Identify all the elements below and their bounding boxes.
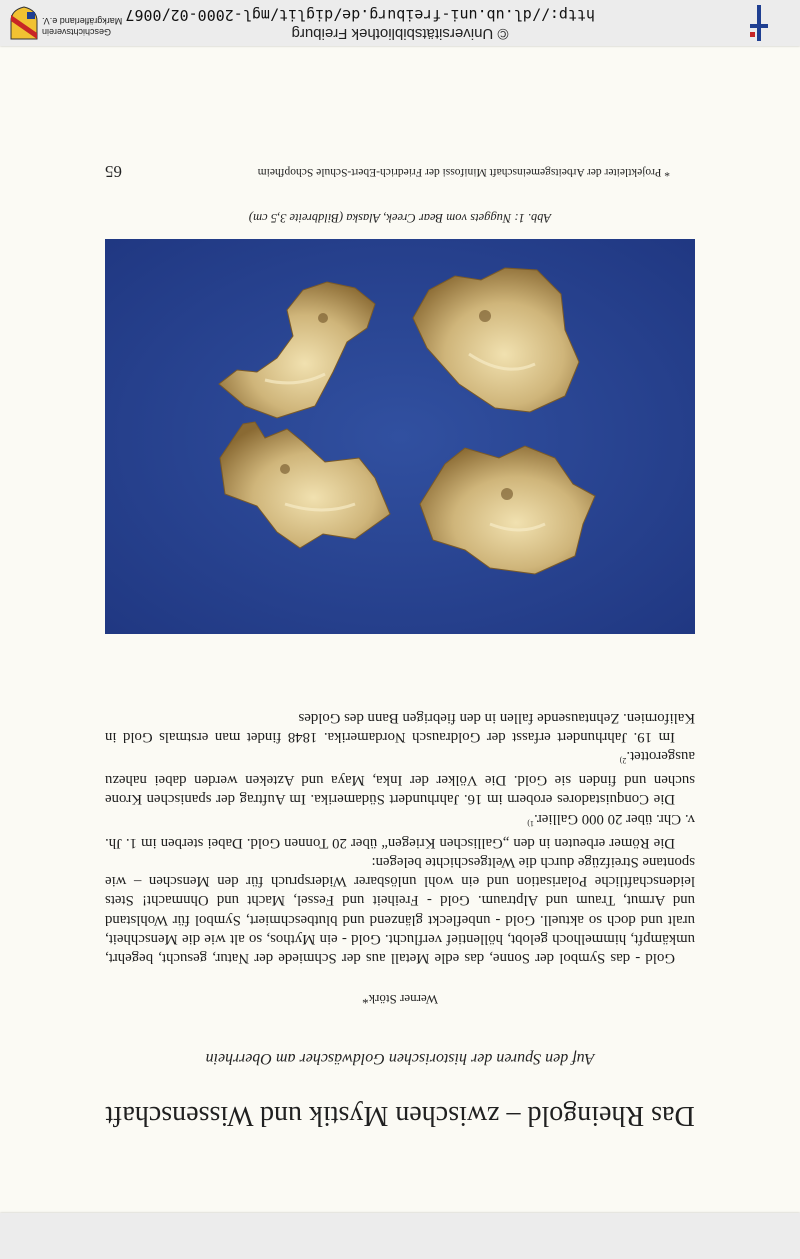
coat-of-arms-icon	[9, 5, 39, 41]
nuggets-photo	[105, 239, 695, 634]
body-paragraph-goldrush: Im 19. Jahrhundert erfasst der Goldrausch Nordamerika. 1848 findet man erstmals Gold in Kalifornien. Zehntausende fallen in den fiebrigen Bann des Goldes	[105, 709, 695, 745]
viewer-bottom-bar	[0, 0, 800, 46]
page-subtitle: Auf den Spuren der historischen Goldwäscher am Oberrhein	[205, 1050, 595, 1067]
society-name	[42, 15, 138, 37]
author-footnote: * Projektleiter der Arbeitsgemeinschaft Minifossi der Friedrich-Ebert-Schule Schopfheim	[257, 166, 670, 178]
library-logo-icon	[750, 5, 768, 41]
library-credit: © Universitätsbibliothek Freiburg	[291, 25, 509, 42]
society-line-1: Geschichtsverein	[42, 27, 112, 37]
nuggets-illustration	[105, 239, 695, 634]
society-line-2: Markgräflerland e.V.	[42, 16, 123, 26]
footnote-ref-2: 2)	[619, 756, 627, 766]
viewer-top-bar	[0, 1213, 800, 1259]
digitization-stamp	[0, 0, 800, 46]
body-paragraph-romans	[105, 808, 695, 851]
page-number: 65	[105, 162, 122, 181]
body-paragraph-intro: Gold - das Symbol der Sonne, das edle Metall aus der Schmiede der Natur, gesucht, begehrt, umkämpft, himmelhoch gelobt, höllentief verflucht. Gold - ein Mythos, so alt wie die Menschheit, uralt und doch so aktuell. Gold - unbefleckt glänzend und blutbeschmiert, Symbol für Wohlstand und Armut, Traum und Alptraum. Gold - Freiheit und Fessel, Macht und Ohnmacht! Stets leidenschaftliche Polarisation und ein wohl unlösbarer Widerspruch für den Menschen – wie spontane Streifzüge durch die Weltgeschichte belegen:	[105, 853, 695, 966]
permalink[interactable]: http://dl.ub.uni-freiburg.de/diglit/mgl-2000-02/0067	[125, 6, 595, 24]
figure-caption: Abb. 1: Nuggets vom Bear Creek, Alaska (Bildbreite 3,5 cm)	[248, 211, 552, 225]
author-name: Werner Störk*	[362, 992, 438, 1007]
article-body	[105, 708, 695, 967]
page-title: Das Rheingold – zwischen Mystik und Wissenschaft	[105, 1100, 695, 1131]
footnote-ref-1: 1)	[527, 818, 535, 828]
romans-text: Die Römer erbeuten in den „Gallischen Kriegen“ über 20 Tonnen Gold. Dabei sterben im 1. Jh. v. Chr. über 20 000 Gallier.	[105, 810, 695, 851]
body-paragraph-conquistadores	[105, 746, 695, 809]
photo-backdrop	[105, 239, 695, 634]
conquistadores-text: Die Conquistadores erobern im 16. Jahrhundert Südamerika. Im Auftrag der spanischen Krone suchen und finden sie Gold. Die Völker der Inka, Maya und Azteken werden dabei nahezu ausgerottet.	[105, 748, 695, 808]
